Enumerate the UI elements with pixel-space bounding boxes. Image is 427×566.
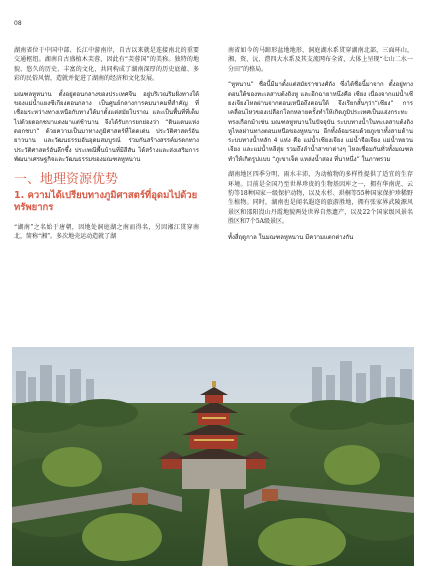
tianxin-pavilion-photo [12,347,414,566]
right-text-column [228,46,413,248]
left-text-column [14,46,199,247]
page-number: 08 [14,20,22,27]
section-title: 一、地理资源优势 [14,172,119,188]
geography-paragraph-thai: “หูหนาน” ชื่อนี้มีมาตั้งแต่สมัยราชวงศ์ถัง ซึ่งได้ชื่อนี้มาจาก ตั้งอยู่ทางตอนใต้ของทะเลสาบต้งถิงหู และอีกฉายาหนึ่งคือ เซียง เนื่องจากแม่น้ำเซียงเจียงไหลผ่านจากตอนเหนือถึงตอนใต้ จึงเรียกสั้นๆว่า“เซียง” การเคลื่อนไหวของเปลือกโลกหลายครั้งทำให้เกิดภูมิประเทศเป็นแอ่งกระทะทรงเกือกม้าเช่น มณฑลหูหนานในปัจจุบัน ระบบทางน้ำในทะเลสาบต้งถิงหูไหลผ่านทางตอนเหนือของหูหนาน อีกทั้งล้อมรอบด้วยภูเขาทั้งสามด้าน ระบบทางน้ำหลัก 4 แห่ง คือ แม่น้ำเซียงเจียง แม่น้ำจือเจียง แม่น้ำหยวนเจียง และแม่น้ำหลีสุ่ย รวมถึงลำน้ำสาขาต่างๆ ไหลเชื่อมกันทั่วทั้งมณฑล ทำให้เกิดรูปแบบ “ภูเขาเจ็ด แหล่งน้ำสอง ที่นาหนึ่ง” ในภาพรวม [228,81,413,163]
climate-paragraph-thai: ทั้งสี่ฤดูกาล ในมณฑลหูหนาน มีความแตกต่างกัน [228,233,354,241]
section-subtitle: 1. ความได้เปรียบทางภูมิศาสตร์ที่อุดมไปด้วยทรัพยากร [14,189,198,214]
geography-paragraph-chinese: “湖南”之名始于唐朝，因地处洞庭湖之南而得名，另因湘江贯穿南北，简称“湘”。多次地壳运动造就了湖 [14,223,199,240]
intro-paragraph-chinese: 湖南省位于中国中部、长江中游南岸，自古以来就是连接南北的重要交通枢纽。湖南自古盛植木芙蓉，因此有“芙蓉国”的美称。独特的地貌、悠久的历史、丰富的文化，共同构成了湖南深厚的历史底蕴、多彩的民俗风情，造就并促进了湖南的经济和文化发展。 [14,47,199,83]
intro-paragraph-thai: มณฑลหูหนาน ตั้งอยู่ตอนกลางของประเทศจีน อยู่บริเวณริมฝั่งทางใต้ของแม่น้ำแยงซีเกียงตอนกลาง เป็นศูนย์กลางการคมนาคมที่สำคัญ ที่เชื่อมระหว่างทางเหนือกับทางใต้มาตั้งแต่สมัยโบราณ และเป็นพื้นที่ที่เต็มไปด้วยดอกชบาแดงมาแต่ช้านาน จึงได้รับการยกย่องว่า “ดินแดนแห่งดอกชบา” ด้วยความเป็นมาทางภูมิศาสตร์ที่โดดเด่น ประวัติศาสตร์อันยาวนาน และวัฒนธรรมอันอุดมสมบูรณ์ ร่วมกันสร้างสรรค์มรดกทางประวัติศาสตร์อันลึกซึ้ง ประเพณีพื้นบ้านที่มีสีสัน ได้สร้างและส่งเสริมการพัฒนาเศรษฐกิจและวัฒนธรรมของมณฑลหูหนาน [14,90,199,163]
geography-continued-chinese: 南省如今的马蹄形盆地地形，洞庭湖水系贯穿湖南北部，三面环山，湘、资、沅、澧四大水系及其支流网布全省，大体上呈现“七山二水一分田”的格局。 [228,47,413,73]
climate-paragraph-chinese: 湖南地区四季分明、雨水丰沛，为动植物的多样性提供了适宜的生存环境。目前是全国乃至世界珍贵的生物基因库之一，拥有华南虎、云豹等18种国家一级保护动物，以及水杉、珙桐等55种国家保护珍稀野生植物。同时，湖南也是闻名遐迩的旅游胜地，拥有张家界武陵源风景区和邵阳崀山丹霞地貌两处世界自然遗产，以及22个国家级风景名胜区和7个5A级景区。 [228,171,413,226]
